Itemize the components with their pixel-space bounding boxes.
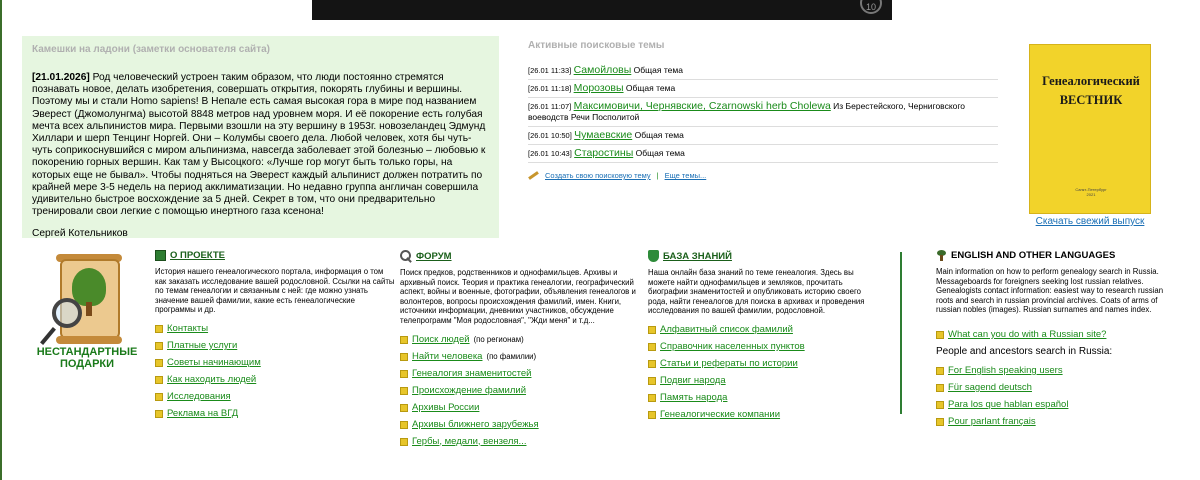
russian-site-link[interactable]: What can you do with a Russian site?	[948, 328, 1107, 340]
knowledge-link[interactable]: Генеалогические компании	[660, 408, 781, 420]
about-link[interactable]: Реклама на ВГД	[167, 407, 239, 419]
knowledge-heading	[648, 250, 874, 262]
topic-tag: Общая тема	[625, 83, 676, 93]
english-links	[936, 365, 1176, 428]
notes-text	[32, 72, 489, 218]
topic-tag: Из Берестейского, Черниговского воеводств Речи Посполитой	[528, 101, 966, 122]
about-heading-link[interactable]: О ПРОЕКТЕ	[170, 250, 225, 261]
forum-link[interactable]: Генеалогия знаменитостей	[412, 367, 532, 379]
knowledge-link[interactable]: Статьи и рефераты по истории	[660, 357, 798, 369]
bullet-icon	[400, 336, 408, 344]
list-item	[400, 351, 644, 363]
forum-link[interactable]: Архивы ближнего зарубежья	[412, 418, 539, 430]
bullet-icon	[648, 343, 656, 351]
bullet-icon	[155, 393, 163, 401]
topic-link[interactable]: Морозовы	[573, 82, 624, 94]
bullet-icon	[155, 376, 163, 384]
forum-link[interactable]: Архивы России	[412, 401, 480, 413]
about-link[interactable]: Как находить людей	[167, 373, 257, 385]
gift-label	[32, 346, 142, 370]
forum-link[interactable]: Поиск людей	[412, 333, 470, 345]
topic-tag: Общая тема	[633, 65, 683, 75]
tree-icon	[936, 250, 947, 261]
about-link[interactable]: Платные услуги	[167, 339, 238, 351]
about-links	[155, 323, 395, 420]
bullet-icon	[648, 326, 656, 334]
english-first-link	[936, 329, 1176, 341]
bullet-icon	[155, 342, 163, 350]
bullet-icon	[400, 438, 408, 446]
journal-title-line1: Генеалогический	[1042, 74, 1140, 88]
shield-icon	[648, 250, 659, 262]
column-divider	[900, 252, 902, 414]
knowledge-links	[648, 324, 874, 421]
english-subtitle: People and ancestors search in Russia:	[936, 345, 1113, 357]
notes-body: Род человеческий устроен таким образом, что люди постоянно стремятся познавать новое, делать изобретения, совершать открытия, покорять глубины и вершины. Поэтому мы и стали Homo sapiens! В Непале есть самая высокая гора в мире под названием Эверест (Джомолунгма) высотой 8848 метров над уровнем моря. И её покорение есть голубая мечта всех альпинистов мира. Первыми взошли на эту вершину в 1953г. новозеландец Эдмунд Хиллари и шерп Тенцинг Норгей. Они – Колумбы своего дела. Любой человек, хотя бы чуть-чуть соприкоснувшийся с миром альпинизма, навсегда заболевает этой болезнью – любовью к покорению горных вершин. Как там у Высоцкого: «Лучше гор могут быть только горы, на которых еще не бывал». Чтобы подняться на Эверест каждый альпинист должен потратить по крайней мере 3-5 недель на период акклиматизации. Но недавно группа англичан совершила удивительно быстрое восхождение за 5 дней. Секрет в том, что они предварительно тренировали свои легкие с помощью инертного газа ксенона!	[32, 72, 486, 218]
knowledge-heading-link[interactable]: БАЗА ЗНАНИЙ	[663, 250, 732, 262]
about-heading	[155, 250, 395, 261]
more-topics-link[interactable]: Еще темы...	[664, 171, 707, 180]
list-item	[155, 391, 395, 403]
list-item	[648, 324, 874, 336]
bullet-icon	[400, 370, 408, 378]
topic-tag: Общая тема	[635, 148, 685, 158]
separator: |	[656, 171, 659, 180]
knowledge-link[interactable]: Алфавитный список фамилий	[660, 323, 793, 335]
topic-item	[528, 145, 998, 163]
knowledge-link[interactable]: Справочник населенных пунктов	[660, 340, 805, 352]
page-icon	[155, 250, 166, 261]
forum-link-note: (по регионам)	[473, 334, 524, 344]
bullet-icon	[400, 387, 408, 395]
bullet-icon	[936, 384, 944, 392]
list-item	[936, 329, 1176, 341]
bullet-icon	[648, 394, 656, 402]
bullet-icon	[400, 353, 408, 361]
forum-heading	[400, 250, 644, 262]
forum-links	[400, 334, 644, 448]
journal-year: 2021	[1086, 192, 1096, 197]
notes-date: [21.01.2026]	[32, 72, 90, 83]
language-link[interactable]: Para los que hablan español	[948, 398, 1069, 410]
topics-title: Активные поисковые темы	[528, 40, 665, 51]
topic-link[interactable]: Чумаевские	[574, 129, 633, 141]
list-item	[400, 402, 644, 414]
list-item	[400, 368, 644, 380]
about-link[interactable]: Советы начинающим	[167, 356, 261, 368]
topic-tag: Общая тема	[634, 130, 684, 140]
download-issue-link[interactable]: Скачать свежий выпуск	[1035, 216, 1145, 227]
notes-author: Сергей Котельников	[32, 228, 128, 240]
replay-icon[interactable]: 10	[860, 0, 882, 14]
knowledge-desc: Наша онлайн база знаний по теме генеалогия. Здесь вы можете найти однофамильцев и земляков, прочитать биографии знаменитостей и опубликовать историю своего рода, найти генеалогов для поиска в архивах и проведения исследования по вашей фамилии, родословной.	[648, 268, 865, 316]
topic-link[interactable]: Старостины	[574, 147, 634, 159]
bullet-icon	[400, 404, 408, 412]
topic-time: [26.01 11:18]	[528, 84, 572, 93]
scroll-magnifier-image	[50, 254, 136, 344]
list-item	[400, 419, 644, 431]
video-player-bar[interactable]	[312, 0, 892, 20]
knowledge-link[interactable]: Память народа	[660, 391, 728, 403]
topic-item	[528, 62, 998, 80]
list-item	[648, 409, 874, 421]
list-item	[155, 357, 395, 369]
forum-link[interactable]: Найти человека	[412, 350, 483, 362]
list-item	[648, 341, 874, 353]
forum-link[interactable]: Происхождение фамилий	[412, 384, 527, 396]
language-link[interactable]: Für sagend deutsch	[948, 381, 1032, 393]
journal-cover[interactable]	[1029, 44, 1151, 214]
active-topics	[528, 40, 998, 180]
about-link[interactable]: Контакты	[167, 322, 209, 334]
list-item	[400, 436, 644, 448]
topic-item	[528, 80, 998, 98]
list-item	[400, 385, 644, 397]
gift-label-line2: ПОДАРКИ	[59, 358, 115, 370]
list-item	[155, 408, 395, 420]
english-heading-text: ENGLISH AND OTHER LANGUAGES	[951, 250, 1116, 261]
topic-time: [26.01 11:07]	[528, 102, 572, 111]
bullet-icon	[936, 401, 944, 409]
create-topic-link[interactable]: Создать свою поисковую тему	[545, 171, 651, 180]
list-item	[936, 365, 1176, 377]
language-link[interactable]: Pour parlant français	[948, 415, 1036, 427]
list-item	[648, 392, 874, 404]
topic-link[interactable]: Максимовичи, Чернявские, Czarnowski herb Cholewa	[573, 100, 831, 112]
forum-section	[400, 250, 644, 453]
bullet-icon	[648, 360, 656, 368]
topic-time: [26.01 10:50]	[528, 131, 572, 140]
list-item	[936, 382, 1176, 394]
list-item	[400, 334, 644, 346]
forum-heading-link[interactable]: ФОРУМ	[416, 250, 452, 262]
about-desc: История нашего генеалогического портала, информация о том как заказать исследование вашей родословной. Ссылки на сайты по темам генеалогии и связанным с ней: где можно узнать значение вашей фамилии, какие есть генеалогические программы и др.	[155, 267, 395, 315]
knowledge-section	[648, 250, 874, 426]
about-link[interactable]: Исследования	[167, 390, 231, 402]
topic-time: [26.01 10:43]	[528, 149, 572, 158]
list-item	[155, 340, 395, 352]
topic-item	[528, 98, 998, 127]
bullet-icon	[648, 411, 656, 419]
english-desc: Main information on how to perform genealogy search in Russia. Messageboards for foreigners seeking lost russian relatives. Genealogists contact information: easiest way to research russian roots and search in russian provincial archives. Coats of arms of russian nobles (images). Russian surnames and names index.	[936, 267, 1164, 315]
pencil-icon	[528, 171, 539, 180]
bullet-icon	[155, 410, 163, 418]
gift-banner[interactable]	[32, 254, 142, 370]
topic-time: [26.01 11:33]	[528, 66, 572, 75]
forum-desc: Поиск предков, родственников и однофамильцев. Архивы и архивный поиск. Теория и практика генеалогии, географический аспект, войны и военные, фотографии, объявления генеалогов и волонтеров, вопросы происхождения фамилий, имен. Книги, источники информации, дневники участников, обсуждение телепрограмм "Моя родословная", "Жди меня" и т.д...	[400, 268, 636, 325]
english-section	[936, 250, 1176, 433]
list-item	[155, 323, 395, 335]
founder-notes	[22, 36, 499, 238]
bullet-icon	[155, 359, 163, 367]
left-border	[0, 0, 2, 480]
list-item	[648, 358, 874, 370]
search-icon	[400, 250, 412, 262]
forum-link[interactable]: Гербы, медали, вензеля...	[412, 435, 527, 447]
topic-link[interactable]: Самойловы	[573, 64, 632, 76]
journal-footer	[1030, 187, 1152, 197]
topic-item	[528, 127, 998, 145]
bullet-icon	[648, 377, 656, 385]
list-item	[936, 399, 1176, 411]
notes-title: Камешки на ладони (заметки основателя сайта)	[32, 44, 270, 55]
knowledge-link[interactable]: Подвиг народа	[660, 374, 726, 386]
forum-link-note: (по фамилии)	[486, 351, 537, 361]
bullet-icon	[400, 421, 408, 429]
journal-city: Санкт-Петербург	[1075, 187, 1107, 192]
bullet-icon	[936, 331, 944, 339]
english-heading	[936, 250, 1176, 261]
topics-actions	[528, 171, 998, 180]
journal-title-line2: ВЕСТНИК	[1059, 93, 1123, 107]
list-item	[936, 416, 1176, 428]
gift-label-line1: НЕСТАНДАРТНЫЕ	[36, 346, 138, 358]
list-item	[155, 374, 395, 386]
journal-title	[1030, 72, 1152, 110]
bullet-icon	[936, 418, 944, 426]
bullet-icon	[936, 367, 944, 375]
language-link[interactable]: For English speaking users	[948, 364, 1063, 376]
bullet-icon	[155, 325, 163, 333]
about-section	[155, 250, 395, 425]
list-item	[648, 375, 874, 387]
